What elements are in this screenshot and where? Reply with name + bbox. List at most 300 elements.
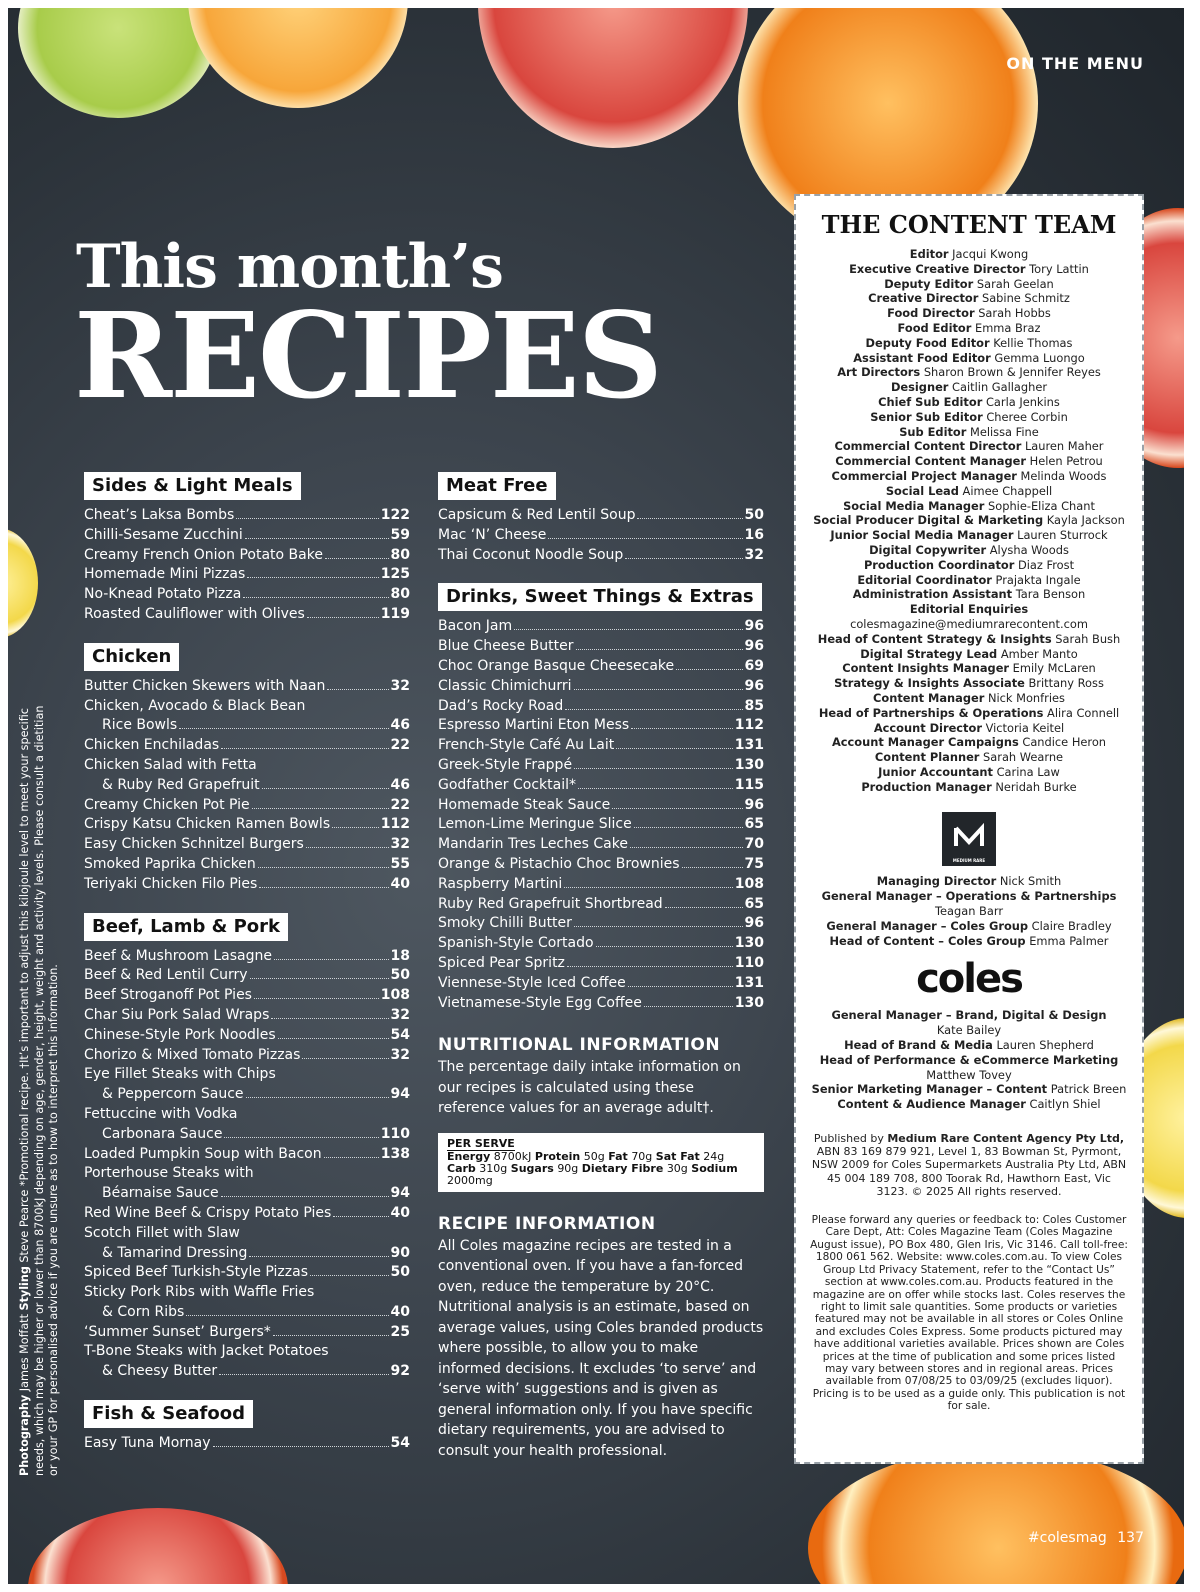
staff-line: [796, 1008, 1142, 1023]
staff-line: [796, 573, 1142, 588]
recipe-name: Chicken, Avocado & Black Bean: [84, 697, 306, 714]
grapefruit-slice-image: [478, 8, 748, 148]
recipe-index-middle: [438, 472, 764, 1461]
staff-line: [796, 632, 1142, 647]
staff-name: Melissa Fine: [970, 424, 1039, 439]
nutrient-label: Energy: [447, 1149, 491, 1163]
staff-line: [796, 1053, 1142, 1068]
recipe-name-continued: & Ruby Red Grapefruit: [102, 776, 260, 793]
recipe-item[interactable]: [438, 736, 764, 756]
recipe-name: Chilli-Sesame Zucchini: [84, 526, 243, 543]
recipe-item[interactable]: [84, 565, 410, 585]
recipe-name: Viennese-Style Iced Coffee: [438, 974, 626, 991]
staff-line: [796, 469, 1142, 484]
recipe-name: Spanish-Style Cortado: [438, 935, 594, 952]
recipe-name: No-Knead Potato Pizza: [84, 586, 242, 603]
recipe-item[interactable]: [84, 1323, 410, 1343]
recipe-item[interactable]: [438, 994, 764, 1014]
recipe-info: [438, 1214, 764, 1462]
staff-role: Production Coordinator: [863, 557, 1015, 572]
leader-dots: [278, 1038, 389, 1039]
staff-name: Candice Heron: [1022, 735, 1107, 750]
publisher-info: [796, 1132, 1142, 1198]
recipe-category-heading: Drinks, Sweet Things & Extras: [438, 583, 762, 611]
lemon-slice-image: [8, 528, 38, 638]
recipe-name: Capsicum & Red Lentil Soup: [438, 507, 636, 523]
recipe-page-number: 50: [390, 1264, 410, 1281]
staff-role: Head of Performance & eCommerce Marketing: [819, 1052, 1119, 1067]
recipe-category-heading: Chicken: [84, 643, 179, 671]
coles-logo: coles: [916, 956, 1022, 1003]
staff-line: [796, 380, 1142, 395]
recipe-page-number: 22: [390, 737, 410, 754]
staff-line: [796, 602, 1142, 617]
per-serve-label: PER SERVE: [447, 1136, 515, 1150]
nutrient-value: 310g: [479, 1161, 508, 1175]
publisher-name: Medium Rare Content Agency Pty Ltd,: [887, 1132, 1125, 1146]
staff-name: Diaz Frost: [1018, 557, 1075, 572]
recipe-page-number: 110: [380, 1125, 410, 1142]
nutrient-value: 2000mg: [447, 1173, 493, 1187]
recipe-item[interactable]: [438, 914, 764, 934]
staff-name: Kayla Jackson: [1046, 513, 1125, 528]
recipe-item[interactable]: [84, 1362, 410, 1382]
recipe-item[interactable]: [84, 1026, 410, 1046]
recipe-item[interactable]: [84, 1263, 410, 1283]
staff-name: Sarah Bush: [1055, 631, 1121, 646]
staff-role: Content Planner: [874, 750, 980, 765]
side-credits: [18, 696, 62, 1476]
recipe-item[interactable]: [84, 1303, 410, 1323]
recipe-item-line: [84, 1283, 410, 1303]
staff-line: [796, 513, 1142, 528]
leader-dots: [612, 808, 742, 809]
staff-line: [796, 425, 1142, 440]
recipe-item[interactable]: [84, 605, 410, 625]
staff-name: Amber Manto: [1000, 646, 1078, 661]
staff-name: Nick Smith: [999, 874, 1062, 889]
recipe-info-heading: RECIPE INFORMATION: [438, 1213, 656, 1234]
recipe-item[interactable]: [84, 796, 410, 816]
recipe-item[interactable]: [84, 875, 410, 895]
leader-dots: [596, 946, 733, 947]
recipe-item[interactable]: [438, 526, 764, 546]
staff-role: Senior Sub Editor: [870, 409, 983, 424]
recipe-item[interactable]: [84, 835, 410, 855]
page-title-line1: This month’s: [76, 232, 503, 302]
staff-role: Social Producer Digital & Marketing: [813, 513, 1044, 528]
recipe-name: Homemade Steak Sauce: [438, 796, 611, 813]
staff-list: [796, 247, 1142, 794]
nutrient-label: Fat: [608, 1149, 628, 1163]
staff-name: Teagan Barr: [934, 904, 1004, 919]
leader-dots: [247, 577, 378, 578]
recipe-item[interactable]: [84, 947, 410, 967]
staff-name: Emma Palmer: [1029, 933, 1109, 948]
recipe-name: Blue Cheese Butter: [438, 638, 574, 655]
recipe-category-heading: Meat Free: [438, 472, 556, 500]
per-serve-box: [438, 1133, 764, 1192]
leader-dots: [221, 1196, 389, 1197]
leader-dots: [306, 847, 389, 848]
recipe-name: ‘Summer Sunset’ Burgers*: [84, 1323, 271, 1340]
photo-credit: James Moffatt: [18, 1314, 31, 1392]
staff-role: Food Editor: [897, 320, 972, 335]
recipe-item[interactable]: [84, 677, 410, 697]
recipe-page-number: 130: [734, 756, 764, 773]
recipe-name: Ruby Red Grapefruit Shortbread: [438, 895, 663, 912]
recipe-item[interactable]: [438, 637, 764, 657]
staff-role: Account Manager Campaigns: [831, 735, 1019, 750]
recipe-page-number: 40: [390, 875, 410, 892]
leader-dots: [274, 959, 389, 960]
leader-dots: [236, 518, 378, 519]
staff-line: [796, 543, 1142, 558]
staff-role: Administration Assistant: [852, 587, 1013, 602]
recipe-item[interactable]: [438, 776, 764, 796]
magazine-page: [8, 8, 1184, 1584]
orange-slice-image: [808, 1448, 1184, 1584]
recipe-name: Cheat’s Laksa Bombs: [84, 507, 235, 523]
staff-name: Patrick Breen: [1050, 1082, 1127, 1097]
staff-line: [796, 874, 1142, 889]
staff-role: Social Media Manager: [843, 498, 985, 513]
staff-name: Kate Bailey: [936, 1023, 1002, 1038]
recipe-item[interactable]: [438, 697, 764, 717]
leader-dots: [665, 907, 743, 908]
staff-role: Art Directors: [837, 365, 921, 380]
recipe-item[interactable]: [84, 1434, 410, 1454]
nutrient-label: Protein: [534, 1149, 581, 1163]
staff-line: [796, 528, 1142, 543]
recipe-page-number: 96: [744, 915, 764, 932]
staff-name: Alysha Woods: [989, 542, 1069, 557]
recipe-item[interactable]: [84, 815, 410, 835]
recipe-name-continued: & Cheesy Butter: [102, 1363, 218, 1380]
recipe-item[interactable]: [84, 526, 410, 546]
staff-role: General Manager – Operations & Partnerships: [821, 889, 1117, 904]
staff-name: Brittany Ross: [1028, 676, 1104, 691]
leader-dots: [324, 1157, 379, 1158]
orange-slice-image: [188, 8, 408, 108]
staff-line: [796, 410, 1142, 425]
page-number: 137: [1117, 1530, 1144, 1546]
staff-line: [796, 676, 1142, 691]
recipe-name: Lemon-Lime Meringue Slice: [438, 816, 632, 833]
staff-line: [796, 735, 1142, 750]
photo-credit-label: Photography: [18, 1394, 31, 1476]
recipe-page-number: 40: [390, 1303, 410, 1320]
recipe-name: Crispy Katsu Chicken Ramen Bowls: [84, 816, 331, 833]
recipe-item[interactable]: [84, 736, 410, 756]
staff-role: Chief Sub Editor: [878, 394, 983, 409]
recipe-item-line: [84, 697, 410, 717]
recipe-page-number: 130: [734, 935, 764, 952]
staff-name: Sabine Schmitz: [981, 291, 1070, 306]
recipe-item-line: [84, 1164, 410, 1184]
recipe-item[interactable]: [438, 506, 764, 526]
recipe-page-number: 112: [380, 816, 410, 833]
recipe-page-number: 80: [390, 586, 410, 603]
content-team-title: THE CONTENT TEAM: [821, 210, 1117, 239]
staff-name: Sharon Brown & Jennifer Reyes: [923, 365, 1101, 380]
recipe-item[interactable]: [438, 677, 764, 697]
recipe-page-number: 85: [744, 697, 764, 714]
leader-dots: [213, 1446, 389, 1447]
staff-role: Head of Content – Coles Group: [829, 933, 1026, 948]
recipe-page-number: 32: [390, 1006, 410, 1023]
recipe-name: Greek-Style Frappé: [438, 756, 573, 773]
recipe-name-continued: Carbonara Sauce: [102, 1125, 223, 1142]
recipe-page-number: 90: [390, 1244, 410, 1261]
nutrition-heading: NUTRITIONAL INFORMATION: [438, 1035, 721, 1056]
recipe-page-number: 32: [744, 546, 764, 563]
recipe-name: Beef Stroganoff Pot Pies: [84, 987, 252, 1004]
leader-dots: [574, 926, 743, 927]
staff-role: Deputy Food Editor: [865, 335, 990, 350]
recipe-page-number: 115: [734, 776, 764, 793]
recipe-index-left: [84, 472, 410, 1472]
staff-role: Content & Audience Manager: [837, 1097, 1026, 1112]
section-label: ON THE MENU: [1006, 54, 1144, 73]
staff-role: Head of Brand & Media: [844, 1038, 993, 1053]
staff-role: Designer: [890, 380, 949, 395]
staff-role: Production Manager: [861, 779, 992, 794]
recipe-name-continued: Rice Bowls: [102, 717, 178, 734]
leader-dots: [224, 1137, 378, 1138]
staff-role: Food Director: [887, 306, 975, 321]
recipe-name: Mandarin Tres Leches Cake: [438, 836, 628, 853]
staff-line: [796, 277, 1142, 292]
per-serve-values: [447, 1151, 755, 1187]
recipe-item[interactable]: [84, 1125, 410, 1145]
leader-dots: [616, 748, 733, 749]
recipe-item[interactable]: [438, 657, 764, 677]
staff-name: Lauren Maher: [1024, 439, 1104, 454]
leader-dots: [628, 986, 733, 987]
recipe-item[interactable]: [438, 546, 764, 566]
recipe-name: T-Bone Steaks with Jacket Potatoes: [84, 1343, 329, 1360]
leader-dots: [574, 768, 733, 769]
staff-line: [796, 934, 1142, 949]
staff-role: Executive Creative Director: [849, 261, 1026, 276]
nutrient-value: 70g: [631, 1149, 653, 1163]
recipe-item-line: [84, 1065, 410, 1085]
recipe-item[interactable]: [84, 506, 410, 526]
recipe-name: Roasted Cauliflower with Olives: [84, 605, 305, 622]
staff-role: Strategy & Insights Associate: [834, 676, 1025, 691]
recipe-item[interactable]: [438, 855, 764, 875]
staff-role: Digital Copywriter: [869, 542, 987, 557]
recipe-name: Easy Chicken Schnitzel Burgers: [84, 836, 304, 853]
leader-dots: [258, 867, 389, 868]
coles-staff: [796, 1008, 1142, 1112]
staff-role: Sub Editor: [899, 424, 967, 439]
staff-name: Melinda Woods: [1020, 468, 1107, 483]
recipe-name: Choc Orange Basque Cheesecake: [438, 657, 675, 674]
leader-dots: [259, 887, 388, 888]
recipe-item[interactable]: [84, 966, 410, 986]
staff-name: Caitlin Gallagher: [952, 380, 1048, 395]
leader-dots: [325, 558, 389, 559]
leader-dots: [682, 867, 743, 868]
staff-line: [796, 617, 1142, 632]
recipe-name: Thai Coconut Noodle Soup: [438, 546, 624, 563]
recipe-item[interactable]: [84, 716, 410, 736]
recipe-name: Dad’s Rocky Road: [438, 697, 564, 714]
recipe-category-section: [438, 583, 764, 1013]
recipe-item[interactable]: [438, 617, 764, 637]
staff-line: [796, 558, 1142, 573]
staff-name: Claire Bradley: [1031, 918, 1112, 933]
nutrient-label: Sugars: [510, 1161, 554, 1175]
staff-role: Head of Content Strategy & Insights: [817, 631, 1052, 646]
leader-dots: [271, 1018, 388, 1019]
staff-line: [796, 904, 1142, 919]
recipe-page-number: 125: [380, 566, 410, 583]
leader-dots: [249, 1256, 388, 1257]
leader-dots: [250, 978, 389, 979]
recipe-item[interactable]: [438, 815, 764, 835]
recipe-page-number: 46: [390, 717, 410, 734]
recipe-page-number: 96: [744, 796, 764, 813]
recipe-name: Beef & Mushroom Lasagne: [84, 947, 272, 964]
recipe-page-number: 70: [744, 836, 764, 853]
recipe-page-number: 50: [390, 967, 410, 984]
recipe-page-number: 130: [734, 994, 764, 1011]
recipe-category-section: [84, 913, 410, 1383]
recipe-item[interactable]: [438, 716, 764, 736]
staff-role: Assistant Food Editor: [853, 350, 991, 365]
recipe-category-section: [84, 1400, 410, 1454]
recipe-item[interactable]: [84, 986, 410, 1006]
recipe-name: Smoked Paprika Chicken: [84, 855, 256, 872]
leader-dots: [634, 827, 743, 828]
recipe-item[interactable]: [438, 835, 764, 855]
recipe-item[interactable]: [84, 1204, 410, 1224]
recipe-name: Spiced Pear Spritz: [438, 954, 565, 971]
recipe-item[interactable]: [438, 796, 764, 816]
recipe-name: Char Siu Pork Salad Wraps: [84, 1006, 270, 1023]
recipe-item[interactable]: [84, 1244, 410, 1264]
recipe-item[interactable]: [84, 1184, 410, 1204]
recipe-item[interactable]: [438, 954, 764, 974]
staff-name: Matthew Tovey: [926, 1067, 1012, 1082]
staff-role: Social Lead: [885, 483, 959, 498]
staff-line: [796, 351, 1142, 366]
staff-line: [796, 587, 1142, 602]
staff-name: Helen Petrou: [1029, 454, 1103, 469]
leader-dots: [625, 558, 742, 559]
recipe-item[interactable]: [84, 1145, 410, 1165]
medium-rare-logo: [942, 812, 996, 866]
recipe-item[interactable]: [438, 875, 764, 895]
recipe-page-number: 55: [390, 855, 410, 872]
recipe-name: Scotch Fillet with Slaw: [84, 1224, 240, 1241]
recipe-page-number: 96: [744, 618, 764, 635]
recipe-item[interactable]: [438, 895, 764, 915]
recipe-item[interactable]: [84, 1046, 410, 1066]
nutrient-value: 50g: [583, 1149, 605, 1163]
staff-role: Commercial Content Manager: [835, 454, 1026, 469]
recipe-page-number: 40: [390, 1204, 410, 1221]
medium-rare-staff: [796, 874, 1142, 948]
recipe-name: Chicken Enchiladas: [84, 737, 220, 754]
recipe-item[interactable]: [84, 855, 410, 875]
staff-line: [796, 780, 1142, 795]
recipe-name: Chicken Salad with Fetta: [84, 756, 257, 773]
recipe-item[interactable]: [84, 585, 410, 605]
nutrient-label: Sat Fat: [655, 1149, 700, 1163]
recipe-name: Mac ‘N’ Cheese: [438, 526, 547, 543]
nutrient-value: 30g: [666, 1161, 688, 1175]
lime-slice-image: [18, 8, 218, 118]
page-title-line2: RECIPES: [74, 286, 662, 425]
recipe-name: Eye Fillet Steaks with Chips: [84, 1066, 276, 1083]
recipe-name: Chinese-Style Pork Noodles: [84, 1026, 276, 1043]
staff-role: Managing Director: [876, 874, 997, 889]
recipe-page-number: 65: [744, 895, 764, 912]
nutrient-value: 8700kJ: [493, 1149, 532, 1163]
staff-role: Deputy Editor: [884, 276, 974, 291]
staff-line: [796, 661, 1142, 676]
staff-name: Victoria Keitel: [985, 720, 1065, 735]
staff-line: [796, 647, 1142, 662]
recipe-item[interactable]: [84, 776, 410, 796]
recipe-name: Red Wine Beef & Crispy Potato Pies: [84, 1204, 332, 1221]
recipe-category-heading: Beef, Lamb & Pork: [84, 913, 288, 941]
medium-rare-logo-text: MEDIUM RARE: [952, 858, 986, 864]
leader-dots: [221, 748, 388, 749]
staff-line: [796, 706, 1142, 721]
staff-line: [796, 262, 1142, 277]
recipe-item[interactable]: [84, 546, 410, 566]
recipe-item[interactable]: [438, 974, 764, 994]
staff-line: [796, 1038, 1142, 1053]
recipe-item[interactable]: [84, 1006, 410, 1026]
leader-dots: [565, 709, 742, 710]
recipe-name: French-Style Café Au Lait: [438, 737, 615, 754]
recipe-name: Easy Tuna Mornay: [84, 1435, 211, 1452]
staff-name: Sophie-Eliza Chant: [988, 498, 1095, 513]
leader-dots: [307, 617, 379, 618]
leader-dots: [219, 1374, 388, 1375]
disclaimer-note: *Promotional recipe. †It’s important to adjust this kilojoule level to meet your specific needs, which may be higher or lower than 8700kJ depending on age, gender, height, weight and activity levels. Please consult a dietitian or your GP for personalised advice if you are unsure as to how to interpret this information.: [18, 705, 60, 1476]
staff-role: General Manager – Coles Group: [826, 918, 1029, 933]
recipe-page-number: 32: [390, 1046, 410, 1063]
recipe-name: Creamy Chicken Pot Pie: [84, 796, 250, 813]
styling-credit-label: Styling: [18, 1266, 31, 1311]
recipe-item[interactable]: [84, 1085, 410, 1105]
recipe-page-number: 54: [390, 1435, 410, 1452]
content-team-box: [794, 194, 1144, 1464]
hashtag: #colesmag: [1027, 1530, 1107, 1546]
staff-name: Nick Monfries: [987, 690, 1065, 705]
staff-line: [796, 691, 1142, 706]
recipe-page-number: 96: [744, 638, 764, 655]
recipe-page-number: 32: [390, 677, 410, 694]
nutrient-label: Sodium: [691, 1161, 738, 1175]
recipe-item[interactable]: [438, 934, 764, 954]
leader-dots: [254, 998, 379, 999]
staff-name: Carla Jenkins: [985, 394, 1060, 409]
recipe-page-number: 122: [380, 507, 410, 523]
recipe-name-continued: Béarnaise Sauce: [102, 1185, 219, 1202]
staff-role: Editor: [909, 247, 949, 261]
staff-line: [796, 1082, 1142, 1097]
recipe-item[interactable]: [438, 756, 764, 776]
staff-line: [796, 336, 1142, 351]
